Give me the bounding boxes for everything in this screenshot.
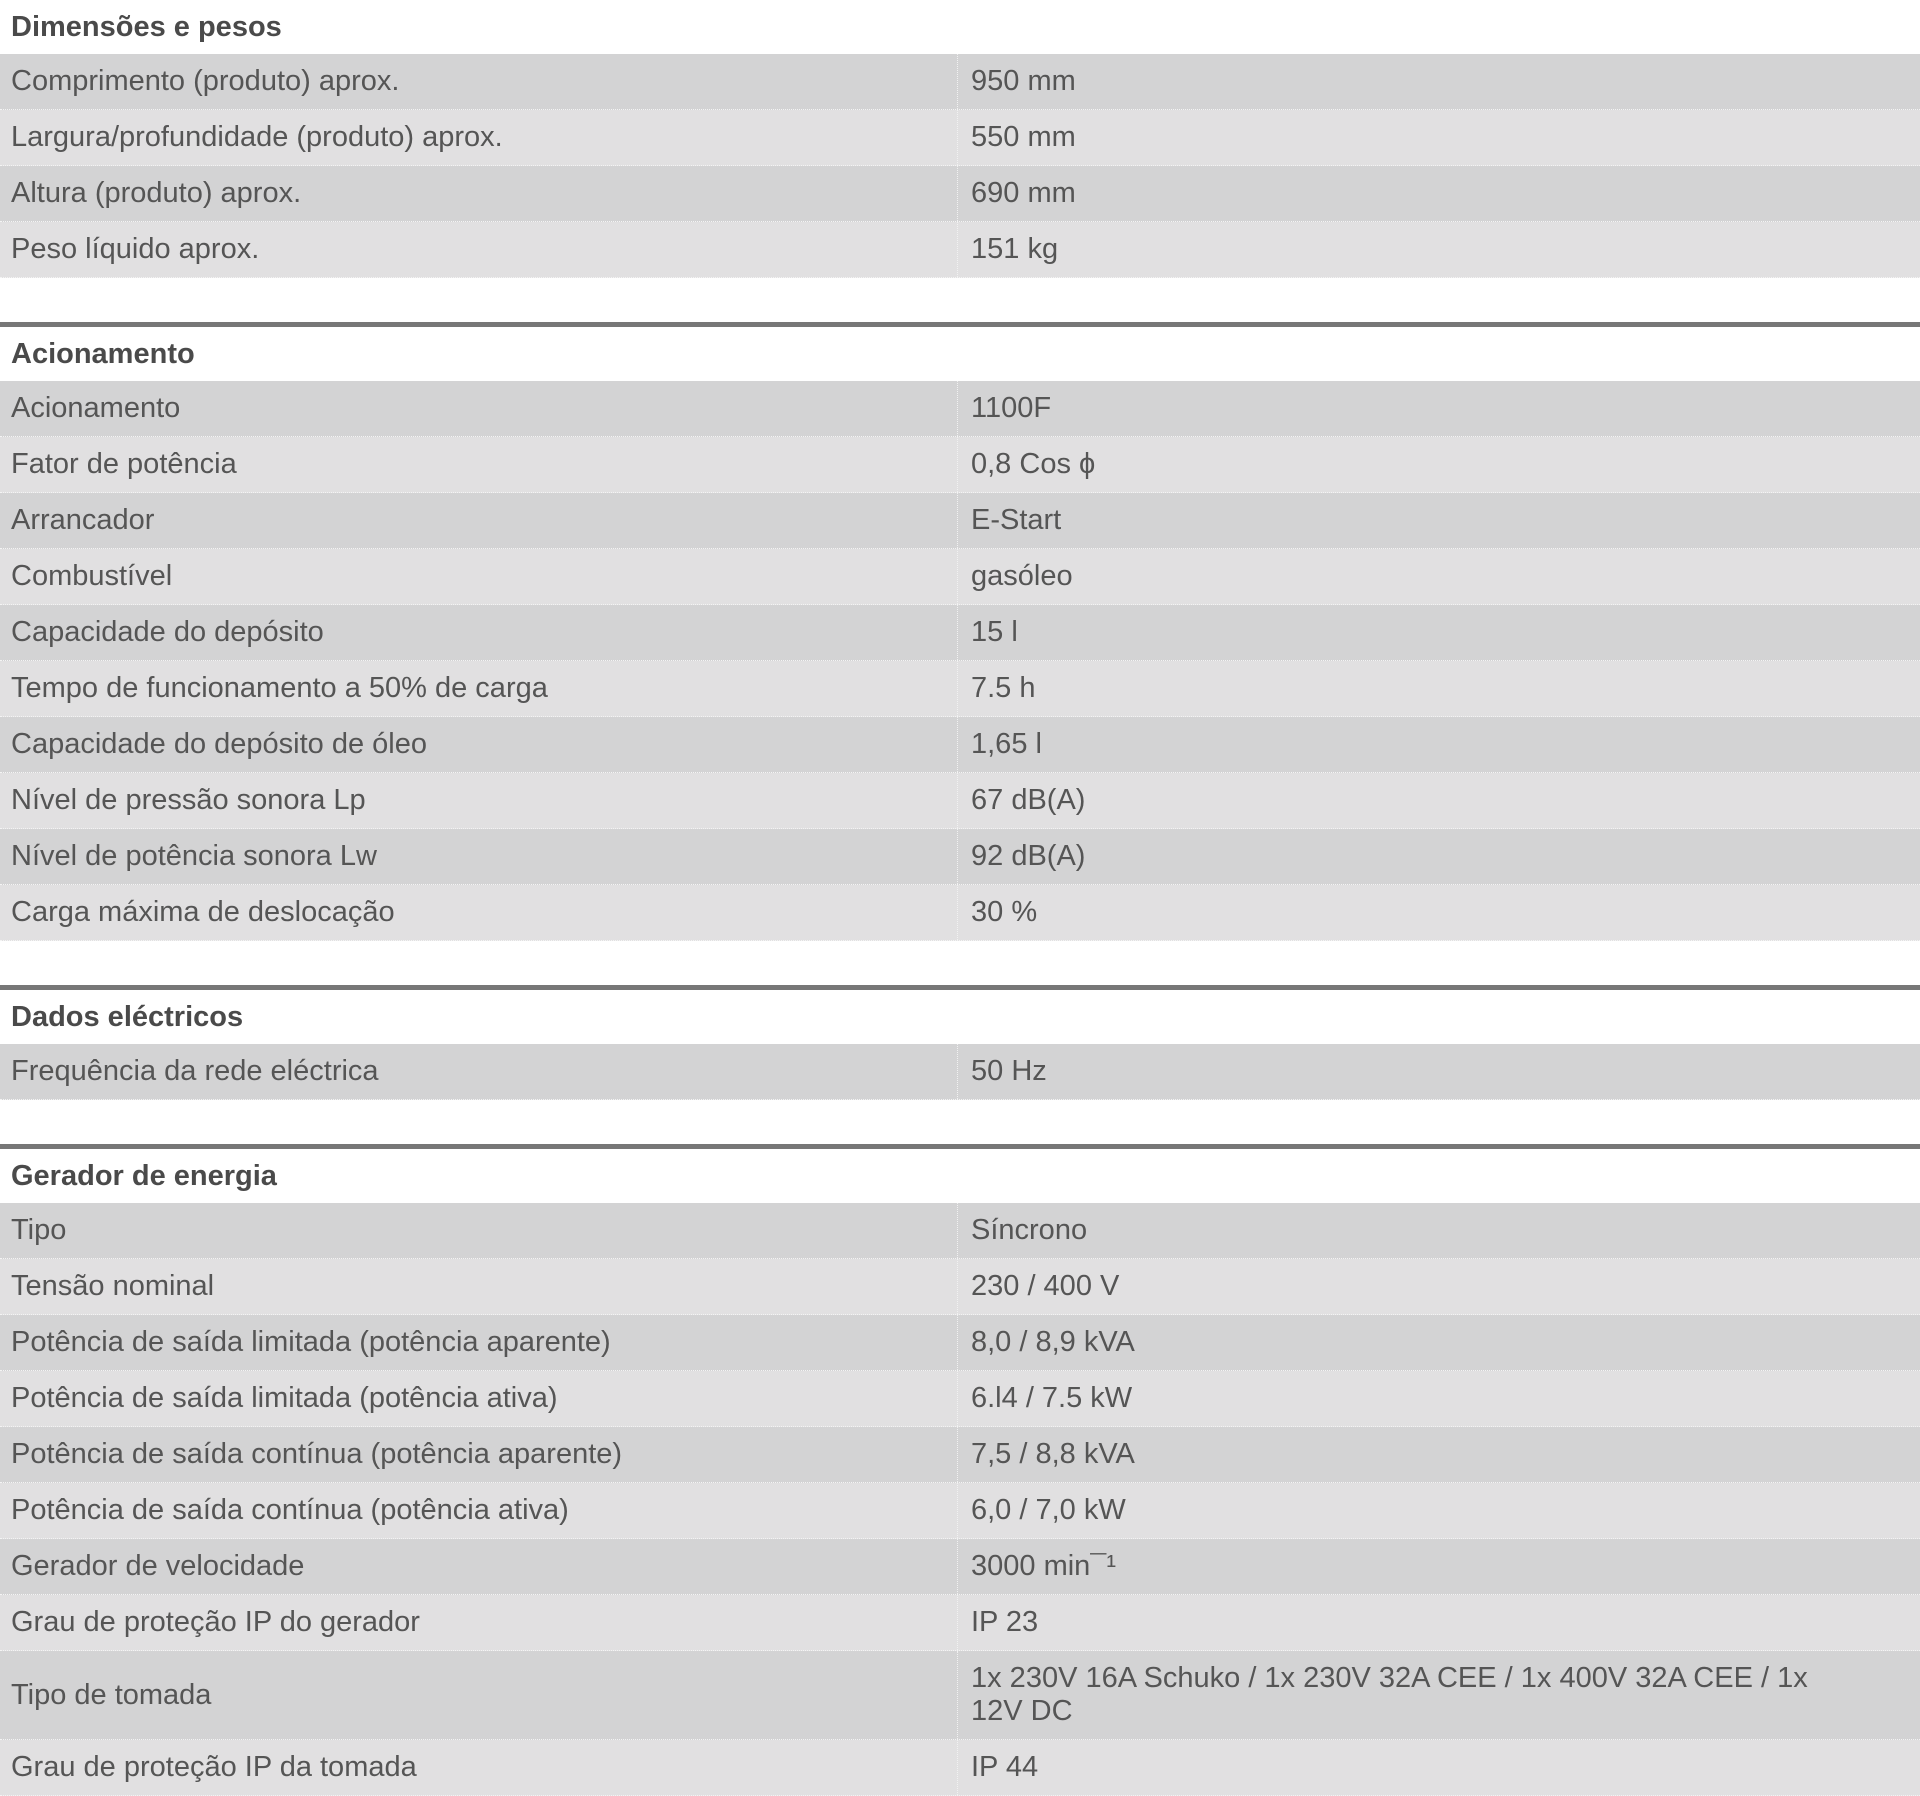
table-row: [0, 717, 1920, 773]
spec-value: 50 Hz: [971, 1055, 1047, 1087]
spec-value: 7.5 h: [971, 672, 1036, 704]
table-row: [0, 1740, 1920, 1796]
table-row: [0, 110, 1920, 166]
spec-value: 67 dB(A): [971, 784, 1086, 816]
table-row: [0, 222, 1920, 278]
spec-label: Frequência da rede eléctrica: [0, 1044, 958, 1099]
spec-value: 1x 230V 16A Schuko / 1x 230V 32A CEE / 1x 400V 32A CEE / 1x 12V DC: [971, 1662, 1808, 1727]
section-title: Dados eléctricos: [0, 990, 1920, 1044]
section-generator: [0, 1144, 1920, 1796]
spec-value: 7,5 / 8,8 kVA: [971, 1438, 1135, 1470]
spec-value: 6,0 / 7,0 kW: [971, 1494, 1126, 1526]
spec-value: 1100F: [971, 392, 1052, 424]
spec-value: E-Start: [971, 504, 1062, 536]
spec-value: gasóleo: [971, 560, 1073, 592]
table-row: [0, 437, 1920, 493]
spec-label: Largura/profundidade (produto) aprox.: [0, 110, 958, 165]
spec-label: Tempo de funcionamento a 50% de carga: [0, 661, 958, 716]
spec-label: Nível de potência sonora Lw: [0, 829, 958, 884]
spec-label: Potência de saída contínua (potência ativa): [0, 1483, 958, 1538]
spec-value: IP 44: [971, 1751, 1039, 1783]
spec-label: Potência de saída limitada (potência ativa): [0, 1371, 958, 1426]
table-row: [0, 166, 1920, 222]
spec-label: Altura (produto) aprox.: [0, 166, 958, 221]
table-row: [0, 1203, 1920, 1259]
table-row: [0, 381, 1920, 437]
spec-value: 30 %: [971, 896, 1038, 928]
table-row: [0, 1315, 1920, 1371]
spec-value: 550 mm: [971, 121, 1076, 153]
table-row: [0, 1427, 1920, 1483]
table-row: [0, 885, 1920, 941]
spec-value: 15 l: [971, 616, 1018, 648]
section-title: Acionamento: [0, 327, 1920, 381]
spec-value: 230 / 400 V: [971, 1270, 1120, 1302]
spec-label: Combustível: [0, 549, 958, 604]
spec-label: Gerador de velocidade: [0, 1539, 958, 1594]
spec-value: 1,65 l: [971, 728, 1042, 760]
spec-label: Capacidade do depósito de óleo: [0, 717, 958, 772]
section-drive: [0, 322, 1920, 941]
section-title: Dimensões e pesos: [0, 0, 1920, 54]
spec-value: 6.l4 / 7.5 kW: [971, 1382, 1133, 1414]
table-row: [0, 54, 1920, 110]
spec-label: Acionamento: [0, 381, 958, 436]
spec-label: Potência de saída contínua (potência aparente): [0, 1427, 958, 1482]
table-row: [0, 1483, 1920, 1539]
spec-label: Nível de pressão sonora Lp: [0, 773, 958, 828]
spec-label: Fator de potência: [0, 437, 958, 492]
spec-value: 92 dB(A): [971, 840, 1086, 872]
spec-label: Tipo de tomada: [0, 1651, 958, 1739]
spec-value: 151 kg: [971, 233, 1059, 265]
table-row: [0, 829, 1920, 885]
spec-value: Síncrono: [971, 1214, 1088, 1246]
spec-value: 8,0 / 8,9 kVA: [971, 1326, 1135, 1358]
table-row: [0, 1539, 1920, 1595]
spec-label: Comprimento (produto) aprox.: [0, 54, 958, 109]
section-electrical: [0, 985, 1920, 1100]
spec-value: IP 23: [971, 1606, 1039, 1638]
spec-label: Grau de proteção IP da tomada: [0, 1740, 958, 1795]
spec-label: Arrancador: [0, 493, 958, 548]
table-row: [0, 1259, 1920, 1315]
table-row: [0, 493, 1920, 549]
section-spacer: [0, 941, 1920, 985]
spec-value: 950 mm: [971, 65, 1076, 97]
spec-label: Capacidade do depósito: [0, 605, 958, 660]
spec-value: 0,8 Cos ϕ: [971, 448, 1096, 480]
table-row: [0, 1651, 1920, 1740]
table-row: [0, 1371, 1920, 1427]
spec-label: Carga máxima de deslocação: [0, 885, 958, 940]
table-row: [0, 773, 1920, 829]
spec-label: Peso líquido aprox.: [0, 222, 958, 277]
table-row: [0, 549, 1920, 605]
table-row: [0, 605, 1920, 661]
section-dimensions: [0, 0, 1920, 278]
section-title: Gerador de energia: [0, 1149, 1920, 1203]
spec-label: Potência de saída limitada (potência aparente): [0, 1315, 958, 1370]
table-row: [0, 661, 1920, 717]
spec-label: Tipo: [0, 1203, 958, 1258]
spec-label: Grau de proteção IP do gerador: [0, 1595, 958, 1650]
spec-value: 3000 min¯¹: [971, 1550, 1116, 1582]
spec-label: Tensão nominal: [0, 1259, 958, 1314]
table-row: [0, 1595, 1920, 1651]
section-spacer: [0, 278, 1920, 322]
table-row: [0, 1044, 1920, 1100]
section-spacer: [0, 1100, 1920, 1144]
spec-value: 690 mm: [971, 177, 1076, 209]
